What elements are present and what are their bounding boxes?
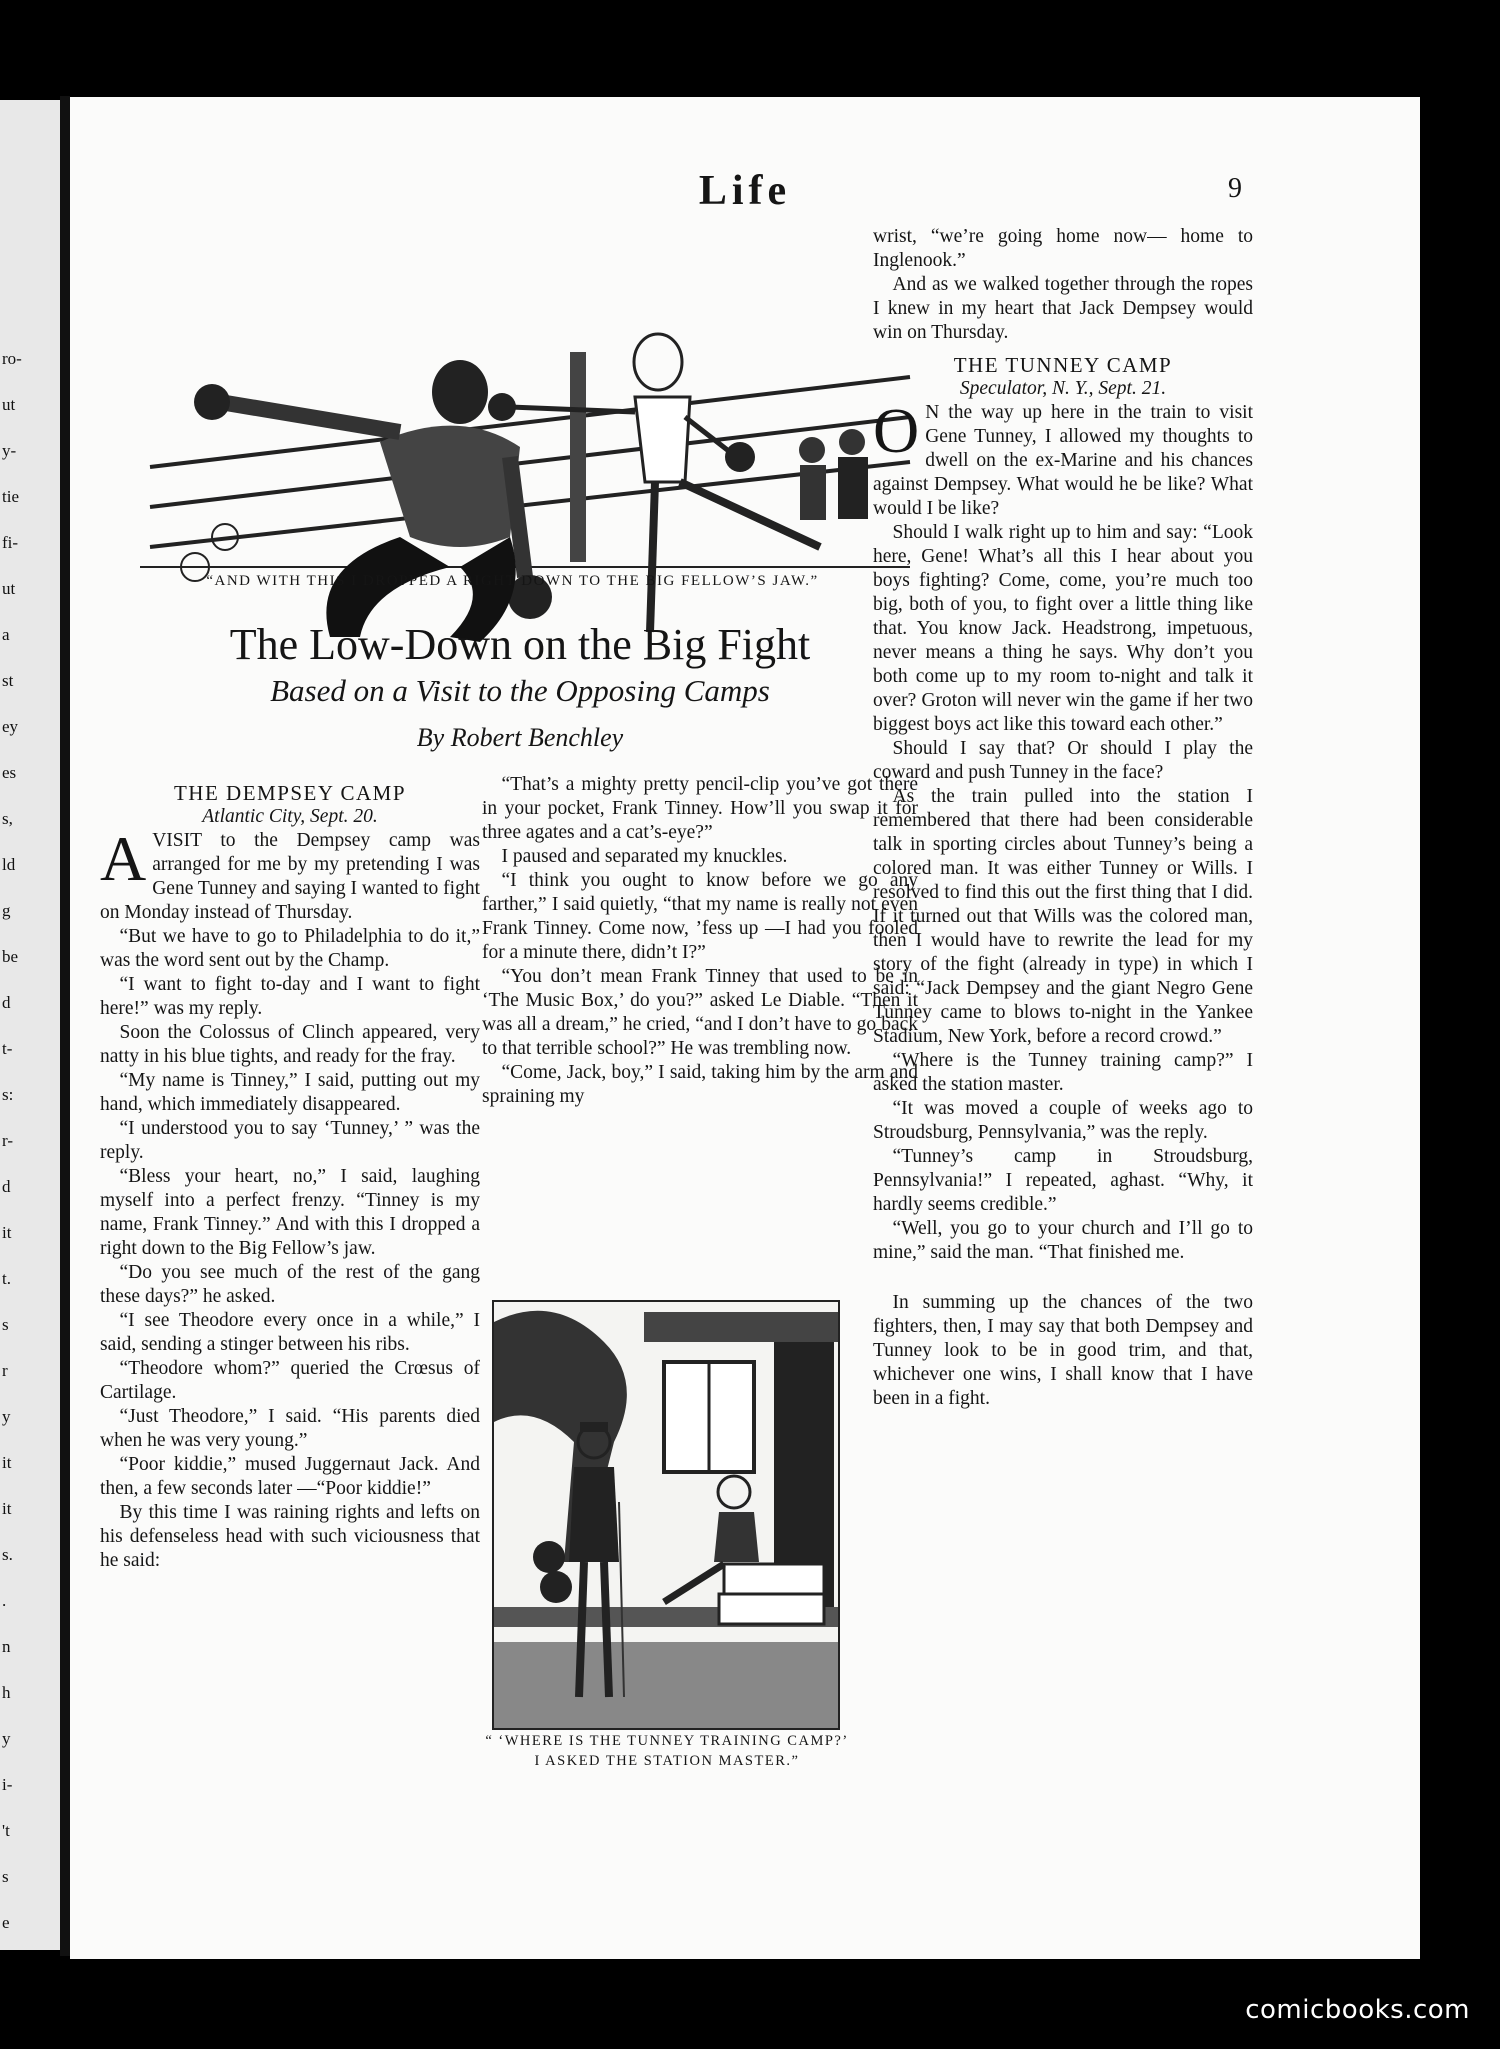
paragraph: As the train pulled into the station I remembered that there had been considerable talk in sporting circles about Tunney’s being a colored man. It was either Tunney or Wills. I resolved to find this out the first thing that I did. If it turned out that Wills was the colored man, then I would have to rewrite the lead for my story of the fight (already in type) in which I said: “Jack Dempsey and the giant Negro Gene Tunney came to blows to-night in the Yankee Stadium, New York, before a record crowd.” xyxy=(873,786,1253,1047)
left-page-fragment: h xyxy=(2,1683,11,1702)
paragraph: “I see Theodore every once in a while,” I said, sending a stinger between his ribs. xyxy=(100,1310,480,1355)
cartoon-caption: “AND WITH THIS I DROPPED A RIGHT DOWN TO THE BIG FELLOW’S JAW.” xyxy=(206,573,819,589)
left-page-fragment: t. xyxy=(2,1269,11,1288)
left-page-edge xyxy=(0,100,60,1950)
left-page-fragment: ut xyxy=(2,579,16,598)
left-page-fragment: s: xyxy=(2,1085,14,1104)
dateline-tunney: Speculator, N. Y., Sept. 21. xyxy=(959,378,1167,399)
left-page-fragment: a xyxy=(2,625,10,644)
section-spacer xyxy=(873,1265,1253,1291)
masthead: Life xyxy=(698,168,792,214)
paragraph: “That’s a mighty pretty pencil-clip you’ve got there in your pocket, Frank Tinney. How’ll you swap it for three agates and a cat’s-eye?” xyxy=(482,774,918,843)
paragraph: AVISIT to the Dempsey camp was arranged for me by my pretending I was Gene Tunney and saying I wanted to fight on Monday instead of Thursday. xyxy=(100,823,480,923)
drop-cap: O xyxy=(873,395,920,466)
section-title-tunney: THE TUNNEY CAMP xyxy=(953,353,1173,377)
dateline-dempsey: Atlantic City, Sept. 20. xyxy=(202,806,378,827)
left-page-fragment: d xyxy=(2,993,11,1012)
left-page-fragment: ey xyxy=(2,717,19,736)
station-cartoon-caption: “ ‘WHERE IS THE TUNNEY TRAINING CAMP?’ I ASKED THE STATION MASTER.” xyxy=(485,1733,849,1769)
left-page-fragment: e xyxy=(2,1913,10,1932)
page-number: 9 xyxy=(1228,173,1242,204)
left-page-fragment: r- xyxy=(2,1131,13,1150)
article-headline: The Low-Down on the Big Fight xyxy=(229,620,811,669)
paragraph: “It was moved a couple of weeks ago to Stroudsburg, Pennsylvania,” was the reply. xyxy=(873,1098,1253,1143)
left-page-fragment: ld xyxy=(2,855,16,874)
left-page-fragment: y xyxy=(2,1407,11,1426)
drop-cap: A xyxy=(100,823,147,894)
magazine-page xyxy=(70,97,1420,1959)
left-page-fragment: r xyxy=(2,1361,8,1380)
paragraph: “Where is the Tunney training camp?” I asked the station master. xyxy=(873,1050,1253,1095)
article-column-3 xyxy=(873,225,1253,1925)
left-page-fragment: st xyxy=(2,671,14,690)
paragraph: “Tunney’s camp in Stroudsburg, Pennsylvania!” I repeated, aghast. “Why, it hardly seems credible.” xyxy=(873,1146,1253,1215)
left-page-fragment: it xyxy=(2,1499,12,1518)
left-page-fragment: s xyxy=(2,1315,9,1334)
left-page-fragment: y xyxy=(2,1729,11,1748)
boxing-cartoon xyxy=(130,237,920,657)
left-page-fragment: 't xyxy=(2,1821,10,1840)
watermark: comicbooks.com xyxy=(1245,1995,1470,2025)
station-cartoon xyxy=(492,1300,840,1730)
left-page-fragment: fi- xyxy=(2,533,19,552)
left-page-fragment: n xyxy=(2,1637,11,1656)
article-column-1 xyxy=(100,773,480,1903)
left-page-fragment: it xyxy=(2,1223,12,1242)
paragraph: wrist, “we’re going home now— home to Inglenook.” xyxy=(873,226,1253,271)
paragraph: “I understood you to say ‘Tunney,’ ” was the reply. xyxy=(100,1118,480,1163)
page-gutter xyxy=(60,96,70,1956)
paragraph: “Just Theodore,” I said. “His parents died when he was very young.” xyxy=(100,1406,480,1451)
left-page-fragment: s. xyxy=(2,1545,13,1564)
left-page-fragment: g xyxy=(2,901,11,920)
paragraph: “I want to fight to-day and I want to fight here!” was my reply. xyxy=(100,974,480,1019)
left-page-fragment: ro- xyxy=(2,349,22,368)
left-page-fragment: . xyxy=(2,1591,7,1610)
paragraph: “Come, Jack, boy,” I said, taking him by the arm and spraining my xyxy=(482,1062,918,1107)
left-page-fragment: es xyxy=(2,763,17,782)
paragraph: “Do you see much of the rest of the gang these days?” he asked. xyxy=(100,1262,480,1307)
paragraph: Soon the Colossus of Clinch appeared, very natty in his blue tights, and ready for the fray. xyxy=(100,1022,480,1067)
left-page-fragment: t- xyxy=(2,1039,13,1058)
left-page-fragment: it xyxy=(2,1453,12,1472)
paragraph: “My name is Tinney,” I said, putting out my hand, which immediately disappeared. xyxy=(100,1070,480,1115)
left-page-fragment: s, xyxy=(2,809,13,828)
paragraph: By this time I was raining rights and lefts on his defenseless head with such viciousness that he said: xyxy=(100,1502,480,1571)
paragraph: O N the way up here in the train to visit Gene Tunney, I allowed my thoughts to dwell on the ex-Marine and his chances against Dempsey. What would he be like? What would I be like? xyxy=(873,395,1253,519)
paragraph: “You don’t mean Frank Tinney that used to be in ‘The Music Box,’ do you?” asked Le Diable. “Then it was all a dream,” he cried, “and I don’t have to go back to that terrible school?” He was trembling now. xyxy=(482,966,918,1059)
left-page-fragment: tie xyxy=(2,487,19,506)
paragraph: “I think you ought to know before we go any farther,” I said quietly, “that my name is really not even Frank Tinney. Come now, ’fess up —I had you fooled for a minute there, didn’t I?” xyxy=(482,870,918,963)
paragraph: In summing up the chances of the two fighters, then, I may say that both Dempsey and Tunney look to be in good trim, and that, whichever one wins, I shall know that I have been in a fight. xyxy=(873,1292,1253,1409)
paragraph: “Well, you go to your church and I’ll go to mine,” said the man. “That finished me. xyxy=(873,1218,1253,1263)
left-page-fragment: i- xyxy=(2,1775,13,1794)
paragraph: And as we walked together through the ropes I knew in my heart that Jack Dempsey would win on Thursday. xyxy=(873,274,1253,343)
left-page-fragment: s xyxy=(2,1867,9,1886)
left-page-fragment: be xyxy=(2,947,19,966)
left-page-fragment: y- xyxy=(2,441,17,460)
left-page-fragment: ut xyxy=(2,395,16,414)
left-page-fragment: d xyxy=(2,1177,11,1196)
paragraph: “Bless your heart, no,” I said, laughing myself into a perfect frenzy. “Tinney is my name, Frank Tinney.” And with this I dropped a right down to the Big Fellow’s jaw. xyxy=(100,1166,480,1259)
paragraph: I paused and separated my knuckles. xyxy=(501,846,788,867)
article-byline: By Robert Benchley xyxy=(416,723,624,752)
paragraph: Should I say that? Or should I play the coward and push Tunney in the face? xyxy=(873,738,1253,783)
section-title-dempsey: THE DEMPSEY CAMP xyxy=(173,781,407,805)
paragraph: “Theodore whom?” queried the Crœsus of Cartilage. xyxy=(100,1358,480,1403)
article-subheadline: Based on a Visit to the Opposing Camps xyxy=(270,673,770,708)
article-column-2 xyxy=(482,773,918,1373)
paragraph: “But we have to go to Philadelphia to do it,” was the word sent out by the Champ. xyxy=(100,926,480,971)
paragraph: Should I walk right up to him and say: “Look here, Gene! What’s all this I hear about you boys fighting? Come, come, you’re much too big, both of you, to fight over a little thing like that. You know Jack. Headstrong, impetuous, never means a thing he says. Why don’t you both come up to my room to-night and talk it over? Groton will never win the game if her two biggest boys act like this toward each other.” xyxy=(873,522,1253,735)
paragraph: “Poor kiddie,” mused Juggernaut Jack. And then, a few seconds later —“Poor kiddie!” xyxy=(100,1454,480,1499)
